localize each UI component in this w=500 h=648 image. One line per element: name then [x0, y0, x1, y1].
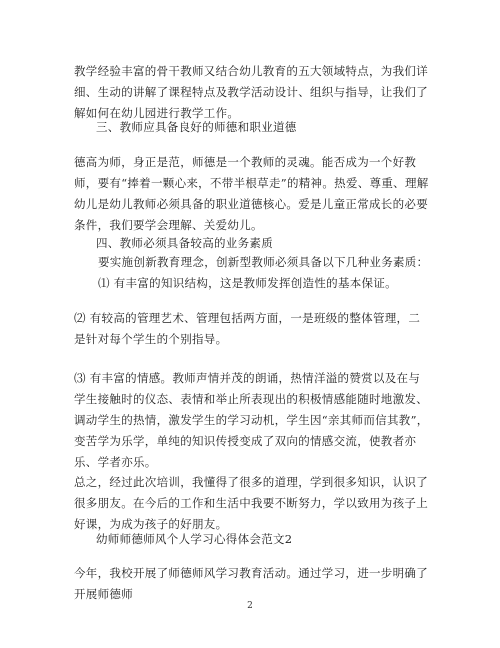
paragraph-management-art: ⑵ 有较高的管理艺术、管理包括两方面，一是班级的整体管理，二是针对每个学生的个别指导。 — [74, 311, 421, 346]
paragraph-conclusion: 总之，经过此次培训，我懂得了很多的道理，学到很多知识，认识了很多朋友。在今后的工作和生活中我要不断努力，学以致用为孩子上好课，为成为孩子的好朋友。 — [74, 475, 428, 531]
paragraph-rich-emotion: ⑶ 有丰富的情感。教师声情并茂的朗诵，热情洋溢的赞赏以及在与学生接触时的仪态、表情和举止所表现出的积极情感能随时地激发、调动学生的热情，激发学生的学习动机，学生因“亲其师而信其教”，变苦学为乐学，单纯的知识传授变成了双向的情感交流，使教者亦乐、学者亦乐。 — [74, 371, 429, 469]
paragraph-business-quality-intro: 要实施创新教育理念，创新型教师必须具备以下几种业务素质： — [98, 255, 429, 269]
page-number: 2 — [247, 601, 253, 611]
paragraph-teacher-ethics: 德高为师，身正是范，师德是一个教师的灵魂。能否成为一个好教师，要有“捧着一颗心来，不带半根草走”的精神。热爱、尊重、理解幼儿是幼儿教师必须具备的职业道德核心。爱是儿童正常成长的必要条件，我们要学会理解、关爱幼儿。 — [74, 155, 429, 232]
paragraph-teaching-experience: 教学经验丰富的骨干教师又结合幼儿教育的五大领域特点，为我们详细、生动的讲解了课程特点及教学活动设计、组织与指导，让我们了解如何在幼儿园进行教学工作。 — [74, 64, 428, 120]
paragraph-this-year: 今年，我校开展了师德师风学习教育活动。通过学习，进一步明确了开展师德师 — [74, 566, 428, 601]
section-heading-3: 三、教师应具备良好的师德和职业道德 — [96, 120, 297, 134]
article-title-2: 幼师师德师风个人学习心得体会范文2 — [96, 532, 293, 546]
section-heading-4: 四、教师必须具备较高的业务素质 — [96, 236, 273, 250]
paragraph-knowledge-structure: ⑴ 有丰富的知识结构，这是教师发挥创造性的基本保证。 — [98, 276, 397, 290]
